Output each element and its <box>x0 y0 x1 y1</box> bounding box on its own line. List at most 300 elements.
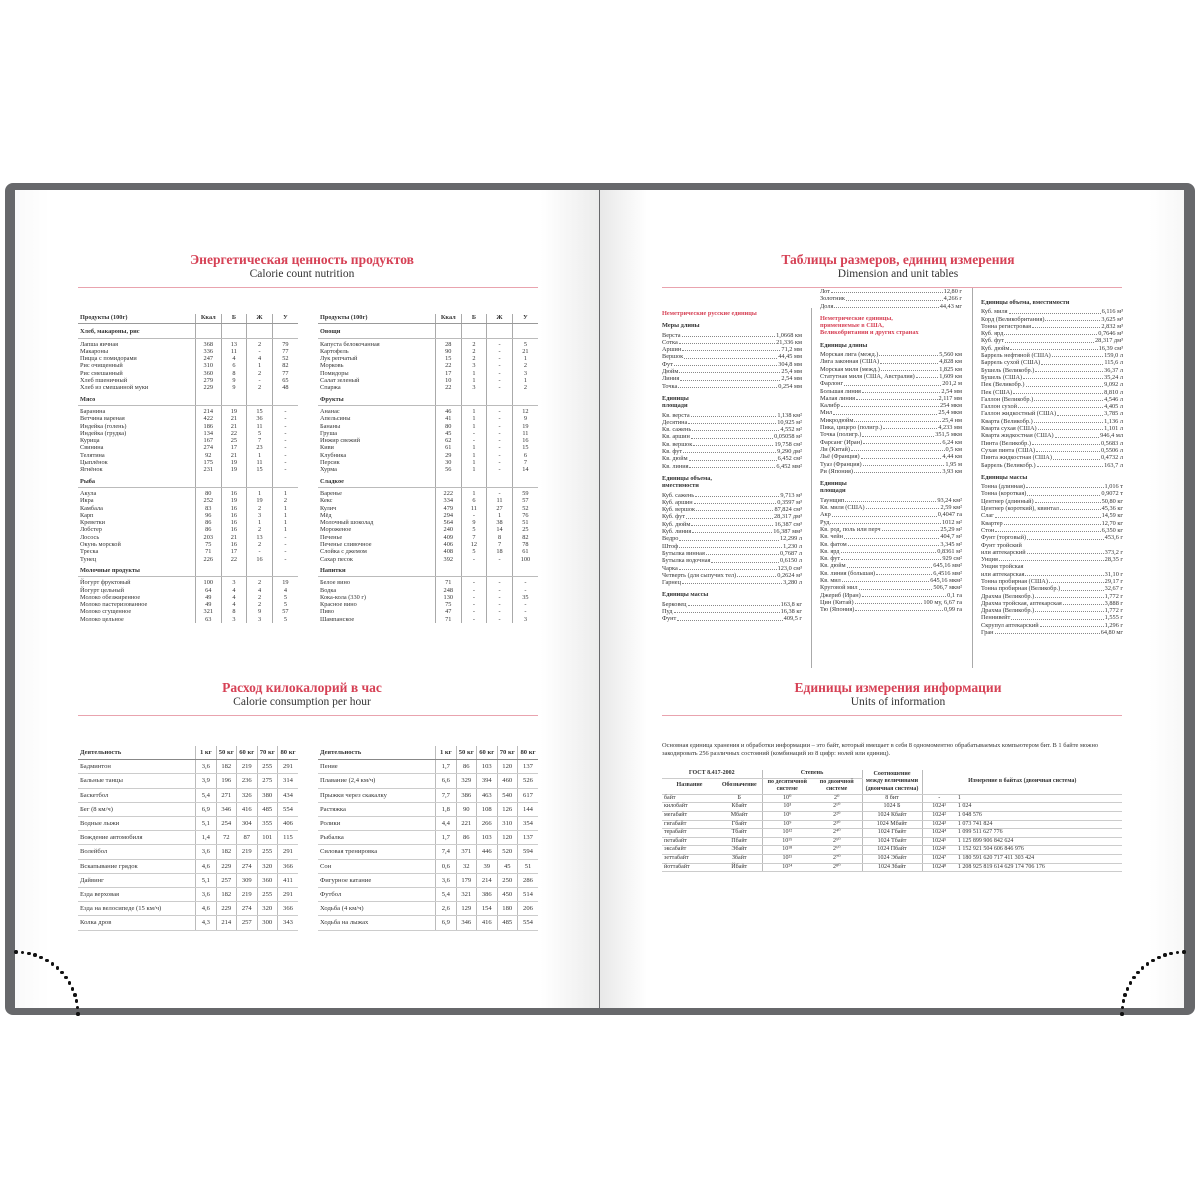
calorie-header-cell: Продукты (100г) <box>318 314 435 324</box>
calorie-row <box>318 444 538 451</box>
unit-row <box>820 519 962 526</box>
unit-name: Кв. фут <box>662 448 683 456</box>
calorie-product: Рис очищенный <box>80 362 123 370</box>
unit-leader <box>679 339 775 344</box>
unit-row <box>820 497 962 504</box>
unit-name: Куб. линия <box>662 528 692 536</box>
unit-name: Десятина <box>662 418 688 426</box>
calorie-header-row <box>318 314 538 324</box>
unit-row <box>981 490 1123 497</box>
activity-row <box>318 788 538 802</box>
unit-name: Унция <box>981 556 998 564</box>
unit-row <box>662 565 802 572</box>
calorie-value: - <box>487 444 513 451</box>
calorie-value: - <box>512 601 538 608</box>
calorie-value: 57 <box>272 608 298 615</box>
calorie-value: 41 <box>435 415 461 422</box>
corner-dot <box>1120 1012 1124 1016</box>
calorie-value: 21 <box>512 348 538 355</box>
information-value: 1024⁶ <box>922 846 956 855</box>
calorie-product: Икра <box>80 497 94 505</box>
information-value: 8 бит <box>862 794 922 803</box>
unit-row <box>981 396 1123 403</box>
calorie-value: 1 <box>461 405 487 415</box>
unit-row <box>820 577 962 584</box>
information-value: 2⁷⁰ <box>812 854 862 863</box>
unit-leader <box>1027 534 1104 539</box>
unit-row <box>981 556 1123 563</box>
calorie-value: 2 <box>247 338 273 348</box>
unit-name: Вершок <box>662 353 684 361</box>
calorie-row <box>78 505 298 512</box>
unit-value: 9,092 л <box>1104 381 1123 389</box>
unit-leader <box>854 417 941 422</box>
activity-value: 5,4 <box>196 788 216 802</box>
activity-value: 87 <box>237 831 257 845</box>
calorie-value: 5 <box>247 430 273 437</box>
activity-value: 1,7 <box>436 831 456 845</box>
information-unit-name: гигабайт <box>662 820 717 829</box>
unit-row <box>981 454 1123 461</box>
information-row <box>662 854 1122 863</box>
unit-name: Куб. фут <box>981 337 1004 345</box>
unit-leader <box>848 541 940 546</box>
unit-row <box>981 622 1123 629</box>
activity-row <box>318 916 538 930</box>
activity-value: 5,4 <box>436 888 456 902</box>
activity-value: 526 <box>517 774 538 788</box>
corner-dot <box>1132 976 1136 980</box>
calorie-group-name: Овощи <box>318 324 435 338</box>
information-value: 1024 Эбайт <box>862 854 922 863</box>
calorie-product: Белое вино <box>320 579 351 587</box>
unit-leader <box>1041 359 1103 364</box>
unit-row <box>820 402 962 409</box>
calorie-value: - <box>487 556 513 563</box>
calorie-value: 1 <box>461 452 487 459</box>
calorie-group-spacer <box>487 563 513 577</box>
calorie-value: - <box>461 430 487 437</box>
unit-value: 1,772 г <box>1104 592 1123 600</box>
calorie-value: 1 <box>461 423 487 430</box>
activity-value: 3,6 <box>196 760 216 774</box>
calorie-value: 4 <box>221 355 247 362</box>
unit-row <box>981 352 1123 359</box>
calorie-product: Йогурт цельный <box>80 586 124 594</box>
calorie-row <box>318 497 538 504</box>
activity-header-cell: 80 кг <box>277 746 298 760</box>
unit-row <box>981 600 1123 607</box>
calorie-value: 19 <box>512 423 538 430</box>
corner-dot <box>71 987 75 991</box>
corner-dot <box>14 950 18 954</box>
unit-row <box>662 426 802 433</box>
unit-value: 32,67 г <box>1104 585 1123 593</box>
corner-dot <box>1126 987 1130 991</box>
corner-dot <box>56 966 60 970</box>
calorie-value: 5 <box>272 616 298 623</box>
unit-name: Кв. дюйм <box>662 455 688 463</box>
unit-row <box>981 571 1123 578</box>
corner-dot <box>27 952 31 956</box>
unit-name: Чарка <box>662 564 678 572</box>
unit-leader <box>688 419 776 424</box>
calorie-row <box>318 534 538 541</box>
unit-leader <box>674 361 777 366</box>
unit-name: Туаз (Франция) <box>820 460 862 468</box>
unit-leader <box>1005 337 1094 342</box>
calorie-group-spacer <box>247 474 273 488</box>
calorie-value: 1 <box>461 377 487 384</box>
unit-row <box>820 592 962 599</box>
unit-value: 5,560 км <box>939 351 962 359</box>
unit-row <box>981 549 1123 556</box>
activity-value: 196 <box>216 774 236 788</box>
activity-value: 343 <box>277 916 298 930</box>
calorie-value: 14 <box>487 526 513 533</box>
calorie-value: 92 <box>195 452 221 459</box>
unit-row <box>981 498 1123 505</box>
calorie-value: 9 <box>512 415 538 422</box>
unit-value: 25,29 м² <box>940 525 962 533</box>
information-value: 2⁶⁰ <box>812 846 862 855</box>
unit-row <box>820 288 962 295</box>
calorie-value: 1 <box>247 487 273 497</box>
activity-header-cell: 70 кг <box>497 746 517 760</box>
calorie-row <box>318 577 538 587</box>
unit-value: 28,317 дм³ <box>1095 337 1123 345</box>
unit-value: 1,230 л <box>783 542 802 550</box>
calorie-row <box>318 466 538 473</box>
calorie-product: Курица <box>80 437 100 445</box>
calorie-value: 77 <box>272 370 298 377</box>
calorie-group-spacer <box>487 474 513 488</box>
unit-value: 19,758 см² <box>774 440 802 448</box>
calorie-value: 9 <box>221 377 247 384</box>
activity-value: 182 <box>216 845 236 859</box>
unit-row <box>820 358 962 365</box>
unit-name: Фут <box>662 360 673 368</box>
calorie-value: 16 <box>221 526 247 533</box>
calorie-value: - <box>461 601 487 608</box>
calorie-product: Мёд <box>320 511 332 519</box>
unit-name: Ри (Япония) <box>820 467 853 475</box>
calorie-value: 9 <box>461 519 487 526</box>
calorie-value: 274 <box>195 444 221 451</box>
unit-name: Малая линия <box>820 394 856 402</box>
corner-dot <box>60 971 64 975</box>
calorie-value: 25 <box>221 437 247 444</box>
information-value: 1024⁴ <box>922 829 956 838</box>
unit-row <box>662 535 802 542</box>
calorie-value: 78 <box>512 541 538 548</box>
calorie-value: 79 <box>272 338 298 348</box>
unit-name: Акр <box>820 511 831 519</box>
calorie-value: 2 <box>247 370 273 377</box>
unit-value: 4,552 м² <box>780 426 802 434</box>
unit-row <box>662 492 802 499</box>
calorie-product: Апельсины <box>320 415 351 423</box>
unit-name: Пуд <box>662 607 673 615</box>
unit-value: 25,4 мм <box>781 368 802 376</box>
unit-name: Пек (США) <box>981 388 1013 396</box>
unit-value: 373,2 г <box>1104 548 1123 556</box>
calorie-row <box>78 594 298 601</box>
calorie-product: Молоко обезжиренное <box>80 593 141 601</box>
activity-row <box>318 760 538 774</box>
activity-name: Езда верховая <box>78 888 196 902</box>
information-value: 10⁹ <box>762 820 812 829</box>
calorie-value: - <box>487 466 513 473</box>
unit-leader <box>1009 308 1101 313</box>
unit-row <box>820 431 962 438</box>
calorie-value: 408 <box>435 548 461 555</box>
unit-name: Баррель (Великобр.) <box>981 461 1036 469</box>
activity-value: 360 <box>257 873 277 887</box>
unit-leader <box>692 528 772 533</box>
corner-dot <box>1136 971 1140 975</box>
unit-leader <box>855 599 923 604</box>
calorie-row <box>78 423 298 430</box>
unit-value: 29,17 г <box>1104 577 1123 585</box>
calorie-product: Пиво <box>320 608 334 616</box>
calorie-value: - <box>487 384 513 391</box>
calorie-value: 134 <box>195 430 221 437</box>
activity-value: 1,7 <box>436 760 456 774</box>
calorie-value: 7 <box>512 459 538 466</box>
unit-name: Лига законная (США) <box>820 358 880 366</box>
unit-value: 1,772 г <box>1104 607 1123 615</box>
activity-value: 416 <box>477 916 497 930</box>
calorie-value: - <box>487 616 513 623</box>
calorie-group-spacer <box>272 324 298 338</box>
calorie-value: 8 <box>221 370 247 377</box>
information-intro: Основная единица хранения и обработки информации – это байт, который вмещает в себя 8 одномоментно обрабатываемых компьютером бит. В 1 байте можно закодировать 256 различных состояний (комбинаций из 8 цифр: нолей или единиц). <box>662 742 1099 757</box>
calorie-value: - <box>487 487 513 497</box>
unit-leader <box>682 579 782 584</box>
calorie-value: 71 <box>195 548 221 555</box>
unit-row <box>662 332 802 339</box>
calorie-product: Бананы <box>320 422 341 430</box>
unit-row <box>981 425 1123 432</box>
activity-value: 321 <box>456 888 476 902</box>
corner-dot <box>33 953 37 957</box>
calorie-value: 6 <box>461 497 487 504</box>
unit-row <box>820 351 962 358</box>
unit-row <box>981 374 1123 381</box>
unit-value: 3,888 г <box>1104 599 1123 607</box>
calorie-product: Ветчина вареная <box>80 415 125 423</box>
unit-value: 163,7 л <box>1104 461 1123 469</box>
unit-leader <box>679 535 779 540</box>
calorie-row <box>318 616 538 623</box>
activity-name: Вскапывание грядок <box>78 859 196 873</box>
unit-value: 0,1 га <box>947 591 962 599</box>
calorie-value: 1 <box>247 362 273 369</box>
unit-row <box>662 579 802 586</box>
calorie-row <box>318 487 538 497</box>
activity-name: Езда на велосипеде (15 км/ч) <box>78 902 196 916</box>
calorie-value: - <box>272 405 298 415</box>
calorie-value: 1 <box>272 505 298 512</box>
activity-value: 137 <box>517 760 538 774</box>
calorie-value: - <box>487 423 513 430</box>
calorie-value: 1 <box>487 512 513 519</box>
calorie-product: Тунец <box>80 555 97 563</box>
calorie-value: 1 <box>272 512 298 519</box>
calorie-row <box>78 616 298 623</box>
information-value: Збайт <box>717 854 762 863</box>
activity-value: 485 <box>257 802 277 816</box>
unit-leader <box>1025 571 1103 576</box>
calorie-group-spacer <box>435 324 461 338</box>
activity-value: 126 <box>497 802 517 816</box>
activity-value: 594 <box>517 845 538 859</box>
unit-leader <box>693 441 773 446</box>
calorie-value: 4 <box>221 601 247 608</box>
calorie-value: - <box>487 437 513 444</box>
unit-value: 4,546 л <box>1104 395 1123 403</box>
unit-row <box>820 511 962 518</box>
corner-dot <box>1146 962 1150 966</box>
unit-name: Точка <box>662 382 678 390</box>
unit-leader <box>1035 498 1101 503</box>
calorie-value: 248 <box>435 587 461 594</box>
calorie-value: - <box>487 405 513 415</box>
calorie-row <box>318 423 538 430</box>
calorie-header-cell: Ккал <box>195 314 221 324</box>
information-value: 1 180 591 620 717 411 303 424 <box>956 854 1122 863</box>
unit-leader <box>1032 440 1100 445</box>
unit-value: 6,350 кг <box>1101 526 1123 534</box>
calorie-value: 222 <box>435 487 461 497</box>
calorie-value: - <box>461 556 487 563</box>
activity-value: 45 <box>497 859 517 873</box>
calorie-value: 6 <box>221 362 247 369</box>
calorie-value: 422 <box>195 415 221 422</box>
unit-value: 28,317 дм³ <box>774 513 802 521</box>
unit-leader <box>879 351 938 356</box>
unit-leader <box>1023 374 1103 379</box>
information-value: 1024 Б <box>862 803 922 812</box>
unit-leader <box>682 346 780 351</box>
unit-name: Тонна пробирная (Великобр.) <box>981 585 1061 593</box>
unit-name: Микродюйм <box>820 416 854 424</box>
unit-value: 1,609 км <box>939 372 962 380</box>
units-heading: Единицы массы <box>981 473 1028 481</box>
calorie-group-name: Фрукты <box>318 392 435 406</box>
calorie-value: 5 <box>272 594 298 601</box>
activity-value: 120 <box>497 831 517 845</box>
unit-leader <box>692 426 779 431</box>
unit-leader <box>883 424 937 429</box>
calorie-value: 82 <box>512 534 538 541</box>
calorie-value: 186 <box>195 423 221 430</box>
calorie-value: 52 <box>512 505 538 512</box>
unit-row <box>662 550 802 557</box>
unit-name: Тю (Япония) <box>820 606 855 614</box>
calorie-product: Шампанское <box>320 615 355 623</box>
unit-leader <box>677 615 782 620</box>
calorie-value: 7 <box>487 541 513 548</box>
calorie-product: Индейка (грудка) <box>80 429 127 437</box>
unit-leader <box>999 556 1104 561</box>
unit-value: 1,296 г <box>1104 621 1123 629</box>
activity-value: 255 <box>257 760 277 774</box>
calorie-value: - <box>461 587 487 594</box>
calorie-value: 77 <box>272 348 298 355</box>
calorie-value: 5 <box>461 548 487 555</box>
information-value: Мбайт <box>717 811 762 820</box>
units-heading: Меры длины <box>662 322 700 330</box>
unit-value: 2,117 мм <box>938 394 962 402</box>
calorie-product: Молочный шоколад <box>320 519 374 527</box>
calorie-value: 9 <box>247 608 273 615</box>
calorie-value: 75 <box>195 541 221 548</box>
unit-value: 25,4 мкм <box>938 409 962 417</box>
unit-name: Бушель (США) <box>981 373 1023 381</box>
unit-name: Круговой мил <box>820 584 858 592</box>
calorie-value: 21 <box>221 534 247 541</box>
activity-header-cell: 80 кг <box>517 746 538 760</box>
information-unit-name: эксабайт <box>662 846 717 855</box>
unit-row <box>820 584 962 591</box>
calorie-value: 11 <box>487 497 513 504</box>
activity-row <box>78 760 298 774</box>
activity-name: Бадминтон <box>78 760 196 774</box>
activity-header-row <box>78 746 298 760</box>
activity-header-cell: 50 кг <box>456 746 476 760</box>
calorie-group-spacer <box>512 474 538 488</box>
unit-name: Кв. фатом <box>820 540 847 548</box>
calorie-product: Ягнёнок <box>80 466 103 474</box>
corner-dot <box>39 956 43 960</box>
calorie-row <box>318 415 538 422</box>
corner-dot <box>1157 956 1161 960</box>
activity-value: 463 <box>477 788 497 802</box>
activity-value: 266 <box>477 817 497 831</box>
calorie-row <box>78 587 298 594</box>
information-value: 1 073 741 824 <box>956 820 1122 829</box>
calorie-value: 15 <box>247 466 273 473</box>
unit-name: или аптекарская <box>981 570 1025 578</box>
calorie-value: 203 <box>195 534 221 541</box>
unit-leader <box>678 383 777 388</box>
calorie-value: - <box>461 577 487 587</box>
information-unit-name: зеттабайт <box>662 854 717 863</box>
corner-dot <box>76 1012 80 1016</box>
calorie-value: - <box>461 594 487 601</box>
unit-name: Бутылка водочная <box>662 557 711 565</box>
unit-row <box>662 433 802 440</box>
calorie-product: Кока-кола (330 г) <box>320 593 367 601</box>
information-value: 10¹² <box>762 829 812 838</box>
activity-value: 304 <box>237 817 257 831</box>
unit-value: 71,2 мм <box>781 346 802 354</box>
unit-row <box>820 468 962 475</box>
calorie-value: 336 <box>195 348 221 355</box>
activity-name: Дайвинг <box>78 873 196 887</box>
calorie-product: Персик <box>320 459 340 467</box>
unit-value: 2,54 мм <box>941 387 962 395</box>
information-value: 2⁰ <box>812 794 862 803</box>
unit-name: или аптекарский <box>981 548 1026 556</box>
activity-value: 86 <box>456 760 476 774</box>
unit-name: Цин (Китай) <box>820 598 854 606</box>
activity-value: 291 <box>277 760 298 774</box>
calorie-value: 16 <box>221 487 247 497</box>
activity-name: Бальные танцы <box>78 774 196 788</box>
